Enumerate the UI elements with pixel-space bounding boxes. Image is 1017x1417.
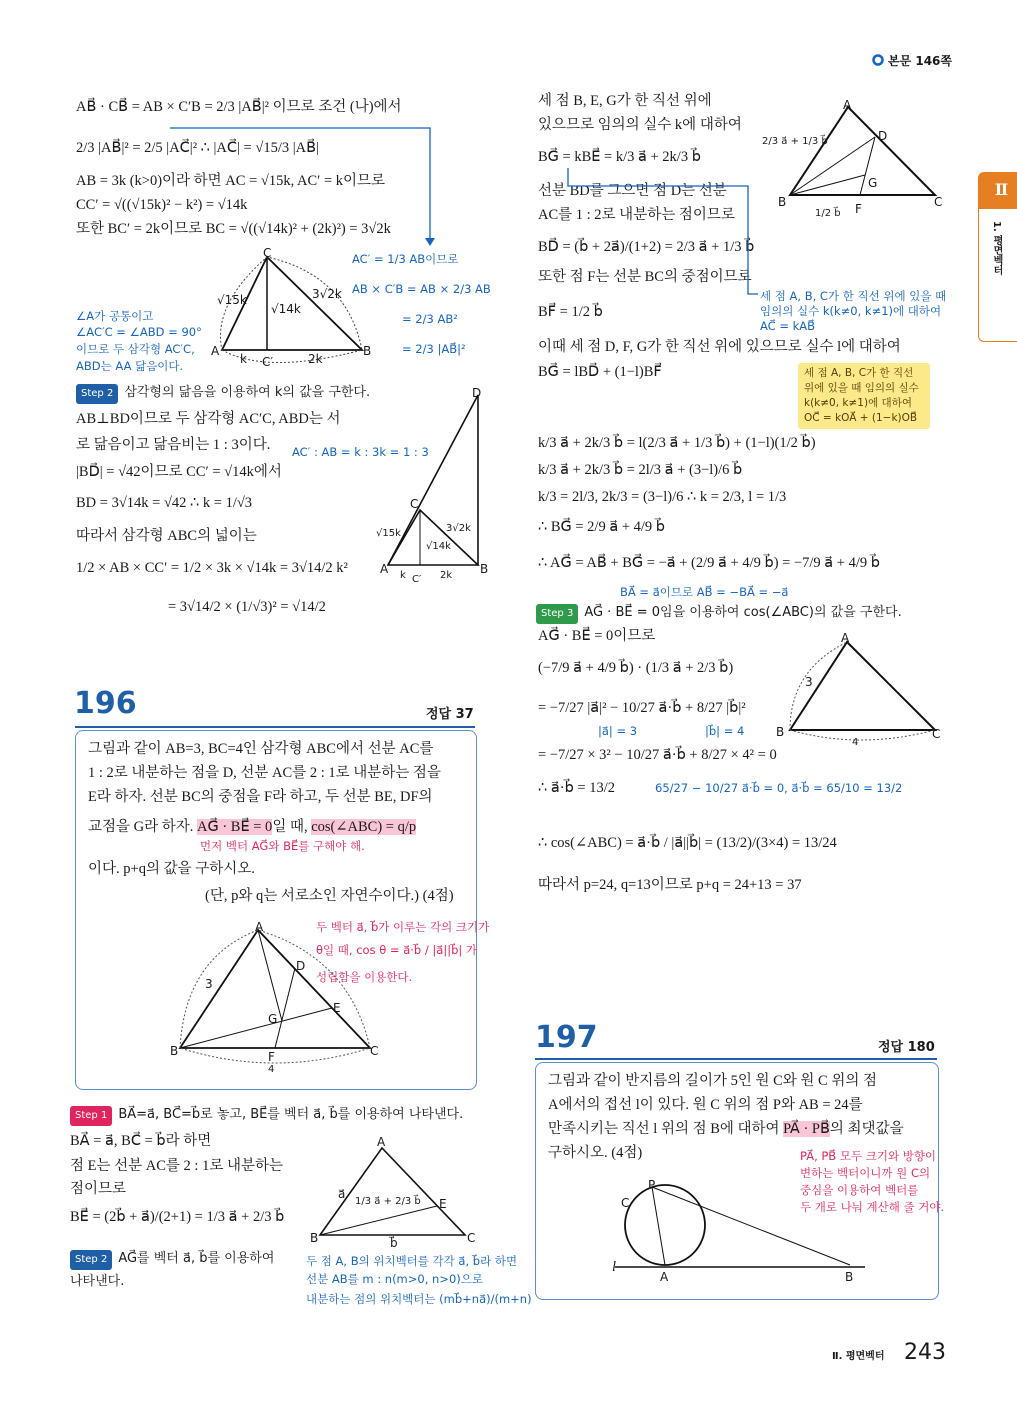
solution-line: 2/3 |AB⃗|² = 2/5 |AC⃗|² ∴ |AC⃗| = √15/3 |AB⃗| [76,140,319,156]
pink-note: 성립함을 이용한다. [316,970,413,984]
fig-label: C′ [412,574,422,585]
fig-label: a⃗ [338,1187,346,1201]
fig-label: 4 [852,737,859,748]
highlight: cos(∠ABC) = q/p [311,819,417,835]
fig-label: B [845,1270,854,1284]
problem-line: 만족시키는 직선 l 위의 점 B에 대하여 PA⃗ · PB⃗의 최댓값을 [548,1121,904,1137]
fig-label: B [363,344,372,358]
note-text: AC′ = 1/3 AB이므로 [352,252,459,266]
step-badge: Step 2 [70,1250,112,1270]
page-reference: 본문 146쪽 [888,54,953,68]
fig-label: 1/3 a⃗ + 2/3 b⃗ [355,1196,421,1207]
note-text: |b⃗| = 4 [705,724,745,738]
fig-label: C [410,497,419,511]
pink-note: PA⃗, PB⃗ 모두 크기와 방향이 [800,1149,937,1163]
solution-line: AC를 1 : 2로 내분하는 점이므로 [538,207,735,223]
fig-label: A [377,1135,386,1149]
fig-label: A [255,920,264,934]
divider [535,1058,937,1060]
fig-label: √14k [271,302,301,316]
note-text: 임의의 실수 k(k≠0, k≠1)에 대하여 [760,304,942,318]
solution-line: k/3 = 2l/3, 2k/3 = (3−l)/6 ∴ k = 2/3, l = 1/3 [538,489,787,505]
fig-label: B [480,562,489,576]
fig-label: b⃗ [390,1236,398,1250]
step1-heading [70,1105,463,1126]
pink-note: 두 벡터 a⃗, b⃗가 이루는 각의 크기가 [316,920,490,934]
fig-label: D [296,959,306,973]
note-text: AB × C′B = AB × 2/3 AB [352,282,491,296]
fig-label: E [333,1001,341,1015]
fig-label: C [263,246,272,260]
fig-label: B [170,1044,179,1058]
solution-line: 점이므로 [70,1181,127,1197]
solution-line: ∴ cos(∠ABC) = a⃗·b⃗ / |a⃗||b⃗| = (13/2)/(3×4) = 13/24 [538,835,837,851]
fig-label: B [778,195,787,209]
fig-label: 3 [805,675,813,689]
page-number: 243 [904,1340,946,1365]
solution-line: 또한 점 F는 선분 BC의 중점이므로 [538,269,752,285]
note-text: 세 점 A, B, C가 한 직선 [804,367,914,379]
triangle-figure-right [780,95,950,210]
solution-line: 점 E는 선분 AC를 2 : 1로 내분하는 [70,1158,283,1174]
fig-label: A [211,344,220,358]
solution-line: = 3√14/2 × (1/√3)² = √14/2 [168,599,326,615]
step-text: BA⃗=a⃗, BC⃗=b⃗로 놓고, BE⃗를 벡터 a⃗, b⃗를 이용하여 나타낸다. [118,1107,464,1122]
note-text: AC⃗ = kAB⃗ [760,319,816,333]
note-text: BA⃗ = a⃗이므로 AB⃗ = −BA⃗ = −a⃗ [620,585,789,599]
solution-line: BG⃗ = kBE⃗ = k/3 a⃗ + 2k/3 b⃗ [538,149,701,165]
fig-label: F [855,202,862,216]
fig-label: l [612,1259,617,1275]
chapter-label: 1. 평면벡터 [991,221,1002,276]
solution-line: CC′ = √((√15k)² − k²) = √14k [76,197,248,213]
solution-line: (−7/9 a⃗ + 4/9 b⃗) · (1/3 a⃗ + 2/3 b⃗) [538,660,734,676]
note-text: ∠AC′C = ∠ABD = 90° [76,325,202,339]
solution-line: 또한 BC′ = 2k이므로 BC = √((√14k)² + (2k)²) = 3√2k [76,221,391,237]
fig-label: G [868,176,878,190]
problem-line: 그림과 같이 AB=3, BC=4인 삼각형 ABC에서 선분 AC를 [88,741,434,757]
chapter-tab[interactable] [978,172,1017,342]
fig-label: 3 [205,977,213,991]
fig-label: C [934,195,943,209]
step3-heading [536,603,902,624]
fig-label: 4 [268,1064,275,1075]
solution-line: 세 점 B, E, G가 한 직선 위에 [538,93,712,109]
solution-line: BE⃗ = (2b⃗ + a⃗)/(2+1) = 1/3 a⃗ + 2/3 b⃗ [70,1209,285,1225]
solution-line: ∴ AG⃗ = AB⃗ + BG⃗ = −a⃗ + (2/9 a⃗ + 4/9 b⃗) = −7/9 a⃗ + 4/9 b⃗ [538,555,880,571]
step-text: AG⃗ · BE⃗ = 0임을 이용하여 cos(∠ABC)의 값을 구한다. [584,605,902,620]
connector-line [150,118,440,248]
fig-label: D [878,129,888,143]
fig-label: A [660,1270,669,1284]
solution-line: AG⃗ · BE⃗ = 0이므로 [538,628,656,644]
fig-label: k [240,352,247,366]
solution-line: AB⃗ · CB⃗ = AB × C′B = 2/3 |AB⃗|² 이므로 조건 (나)에서 [76,99,402,115]
solution-line: ∴ BG⃗ = 2/9 a⃗ + 4/9 b⃗ [538,519,666,535]
fig-label: G [268,1012,278,1026]
fig-label: √15k [217,293,247,307]
fig-label: 2k [440,570,453,581]
note-text: 내분하는 점의 위치벡터는 (mb⃗+na⃗)/(m+n) [306,1292,532,1306]
note-text: 세 점 A, B, C가 한 직선 위에 있을 때 [760,289,947,303]
fig-label: P [648,1178,656,1192]
fig-label: A [843,98,852,112]
solution-line: BF⃗ = 1/2 b⃗ [538,304,603,320]
fig-label: 1/2 b⃗ [815,208,841,219]
step-text: 삼각형의 닮음을 이용하여 k의 값을 구한다. [124,385,371,400]
fig-label: F [268,1050,275,1064]
note-text: = 2/3 |AB⃗|² [402,342,466,356]
solution-line: 1/2 × AB × CC′ = 1/2 × 3k × √14k = 3√14/2 k² [76,560,348,576]
solution-line: BD = 3√14k = √42 ∴ k = 1/√3 [76,495,253,511]
problem-number: 196 [74,686,137,721]
note-text: ABD는 AA 닮음이다. [76,359,184,373]
pink-note: θ일 때, cos θ = a⃗·b⃗ / |a⃗||b⃗| 가 [316,943,478,957]
fig-label: 2k [308,352,323,366]
solution-line: 있으므로 임의의 실수 k에 대하여 [538,117,742,133]
note-text: ∠A가 공통이고 [76,309,154,323]
pink-note: 변하는 벡터이니까 원 C의 [800,1166,931,1180]
fig-label: 2/3 a⃗ + 1/3 b⃗ [762,136,828,147]
problem-line: 구하시오. (4점) [548,1145,643,1161]
fig-label: A [841,631,850,645]
highlight: PA⃗ · PB⃗ [783,1121,830,1137]
note-text: 65/27 − 10/27 a⃗·b⃗ = 0, a⃗·b⃗ = 65/10 = 13/2 [655,781,903,795]
problem-line: (단, p와 q는 서로소인 자연수이다.) (4점) [205,888,454,904]
fig-label: √14k [426,541,451,552]
step-badge: Step 1 [70,1106,112,1126]
fig-label: B [310,1231,319,1245]
solution-line: |BD⃗| = √42이므로 CC′ = √14k에서 [76,464,282,480]
note-text: k(k≠0, k≠1)에 대하여 [804,397,912,409]
pink-note: 먼저 벡터 AG⃗와 BE⃗를 구해야 해. [200,839,365,853]
answer: 정답 37 [426,707,474,722]
fig-label: C′ [262,355,274,369]
pink-note: 두 개로 나눠 계산해 줄 거야. [800,1200,945,1214]
note-text: |a⃗| = 3 [598,724,638,738]
solution-line: ∴ a⃗·b⃗ = 13/2 [538,780,615,796]
note-text: 위에 있을 때 임의의 실수 [804,382,919,394]
solution-line: = −7/27 |a⃗|² − 10/27 a⃗·b⃗ + 8/27 |b⃗|² [538,700,746,716]
note-text: 두 점 A, B의 위치벡터를 각각 a⃗, b⃗라 하면 [306,1254,518,1268]
step-text: AG⃗를 벡터 a⃗, b⃗를 이용하여 [118,1251,275,1266]
triangle-figure-196 [170,918,385,1073]
problem-line: A에서의 접선 l이 있다. 원 C 위의 점 P와 AB = 24를 [548,1097,863,1113]
fig-label: C [621,1196,630,1210]
solution-line: BA⃗ = a⃗, BC⃗ = b⃗라 하면 [70,1133,212,1149]
solution-line: k/3 a⃗ + 2k/3 b⃗ = 2l/3 a⃗ + (3−l)/6 b⃗ [538,462,743,478]
solution-line: 따라서 삼각형 ABC의 넓이는 [76,528,257,544]
step2-heading [70,1249,274,1270]
fig-label: C [932,727,941,741]
step2-heading [76,383,370,404]
solution-line: BD⃗ = (b⃗ + 2a⃗)/(1+2) = 2/3 a⃗ + 1/3 b⃗ [538,239,755,255]
fig-label: C [467,1231,476,1245]
fig-label: A [380,562,389,576]
fig-label: D [472,386,482,400]
solution-line: 따라서 p=24, q=13이므로 p+q = 24+13 = 37 [538,877,802,893]
step-badge: Step 3 [536,604,578,624]
problem-line: 그림과 같이 반지름의 길이가 5인 원 C와 원 C 위의 점 [548,1073,877,1089]
problem-line: 1 : 2로 내분하는 점을 D, 선분 AC를 2 : 1로 내분하는 점을 [88,765,441,781]
solution-line: AB⊥BD이므로 두 삼각형 AC′C, ABD는 서 [76,411,341,427]
solution-line: = −7/27 × 3² − 10/27 a⃗·b⃗ + 8/27 × 4² = 0 [538,747,777,763]
solution-line: 이때 세 점 D, F, G가 한 직선 위에 있으므로 실수 l에 대하여 [538,339,901,355]
solution-line: BG⃗ = lBD⃗ + (1−l)BF⃗ [538,364,662,380]
solution-line: k/3 a⃗ + 2k/3 b⃗ = l(2/3 a⃗ + 1/3 b⃗) + (1−l)(1/2 b⃗) [538,435,816,451]
chapter-roman: Ⅱ [979,173,1017,209]
fig-label: 3√2k [446,523,471,534]
note-text: OC⃗ = kOA⃗ + (1−k)OB⃗ [804,412,918,424]
solution-line: 선분 BD를 그으면 점 D는 선분 [538,183,727,199]
fig-label: C [370,1044,379,1058]
fig-label: 3√2k [312,287,342,301]
problem-number: 197 [535,1020,598,1055]
note-text: = 2/3 AB² [402,312,458,326]
fig-label: E [439,1197,447,1211]
step-text: 나타낸다. [70,1274,125,1289]
solution-line: 로 닮음이고 닮음비는 1 : 3이다. [76,437,271,453]
ratio-note: AC′ : AB = k : 3k = 1 : 3 [292,445,429,459]
fig-label: k [400,570,406,581]
pink-note: 중심을 이용하여 벡터를 [800,1183,919,1197]
solution-line: AB = 3k (k>0)이라 하면 AC = √15k, AC′ = k이므로 [76,173,386,189]
divider [75,726,475,728]
problem-line: E라 하자. 선분 BC의 중점을 F라 하고, 두 선분 BE, DF의 [88,789,433,805]
circle-bullet-icon [872,54,884,66]
problem-line: 교점을 G라 하자. AG⃗ · BE⃗ = 0일 때, cos(∠ABC) = q/p [88,819,417,835]
answer: 정답 180 [878,1040,935,1055]
footer-chapter: Ⅱ. 평면벡터 [832,1351,885,1362]
problem-line: 이다. p+q의 값을 구하시오. [88,861,255,877]
note-text: 선분 AB를 m : n(m>0, n>0)으로 [306,1272,483,1286]
step-badge: Step 2 [76,384,118,404]
connector-line [560,166,770,301]
fig-label: √15k [376,528,401,539]
note-text: 이므로 두 삼각형 AC′C, [76,342,195,356]
fig-label: B [776,725,785,739]
highlight: AG⃗ · BE⃗ = 0 [197,819,273,835]
